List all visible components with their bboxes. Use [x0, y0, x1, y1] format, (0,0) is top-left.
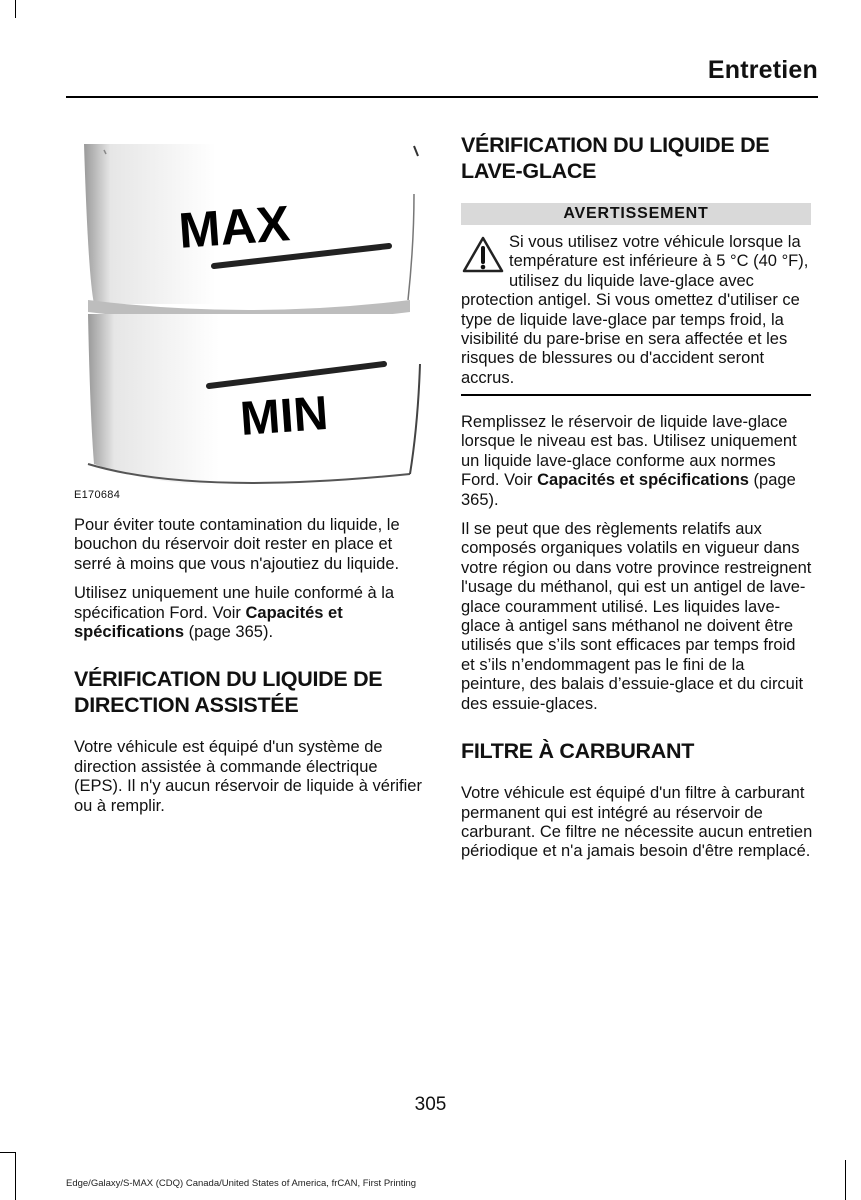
page-number: 305 — [414, 1094, 447, 1115]
right-column-body — [461, 413, 813, 872]
figure-code: E170684 — [74, 489, 121, 501]
warning-bottom-rule — [461, 394, 811, 396]
link-capacites-specifications[interactable]: Capacités et spécifications — [74, 603, 343, 642]
paragraph-methanol: Il se peut que des règlements relatifs aux composés organiques volatils en vigueur dans votre région ou dans votre province restreignent l'usage du méthanol, qui est un antigel de lave-glace couramment utilisé. Les liquides lave-glace à antigel sans méthanol ne doivent être utilisés que s’ils sont efficaces par temps froid et s’ils n’endommagent pas le fini de la peinture, des balais d’essuie-glace et du circuit des essuie-glaces. — [461, 520, 812, 713]
heading-power-steering: VÉRIFICATION DU LIQUIDE DE DIRECTION ASSISTÉE — [74, 667, 383, 718]
warning-body — [461, 225, 811, 396]
warning-title: AVERTISSEMENT — [461, 203, 811, 225]
header-divider — [66, 96, 818, 98]
reservoir-illustration — [74, 124, 426, 504]
max-label: MAX — [176, 195, 292, 259]
min-label: MIN — [238, 386, 330, 446]
left-column — [74, 516, 426, 826]
paragraph-eps: Votre véhicule est équipé d'un système de direction assistée à commande électrique (EPS). Il n'y aucun réservoir de liquide à vérifier ou à remplir. — [74, 738, 422, 815]
paragraph-contamination: Pour éviter toute contamination du liquide, le bouchon du réservoir doit rester en place et serré à moins que vous n'ajoutiez du liquide. — [74, 516, 400, 573]
page-title: Entretien — [707, 56, 818, 84]
crop-mark-bottom-left-h — [0, 1152, 16, 1153]
link-capacites-specifications-2[interactable]: Capacités et spécifications — [537, 471, 749, 490]
right-column-heading — [461, 132, 813, 184]
paragraph-fill-reservoir: Remplissez le réservoir de liquide lave-glace lorsque le niveau est bas. Utilisez uniquement un liquide lave-glace conforme aux normes Ford. Voir Capacités et spécifications (page 365). — [461, 413, 797, 509]
warning-text: Si vous utilisez votre véhicule lorsque la température est inférieure à 5 °C (40 °F), utilisez du liquide lave-glace avec protection antigel. Si vous omettez d'utiliser ce type de liquide lave-glace par temps froid, la visibilité du pare-brise en sera affectée et les risques de blessures ou d'accident seront accrus. — [461, 233, 809, 387]
crop-mark-top-left — [15, 0, 16, 18]
crop-mark-bottom-left — [15, 1152, 16, 1200]
heading-fuel-filter: FILTRE À CARBURANT — [461, 739, 695, 764]
warning-triangle-icon — [461, 235, 505, 275]
print-info: Edge/Galaxy/S-MAX (CDQ) Canada/United States of America, frCAN, First Printing — [66, 1178, 417, 1189]
crop-mark-bottom-right — [845, 1160, 846, 1200]
paragraph-oil: Utilisez uniquement une huile conformé à la spécification Ford. Voir Capacités et spécifications (page 365). — [74, 584, 395, 642]
paragraph-fuel-filter: Votre véhicule est équipé d'un filtre à carburant permanent qui est intégré au réservoir de carburant. Ce filtre ne nécessite aucun entretien périodique et n'a jamais besoin d'être remplacé. — [461, 784, 813, 861]
heading-washer-fluid: VÉRIFICATION DU LIQUIDE DE LAVE-GLACE — [461, 133, 770, 183]
warning-box — [461, 203, 811, 396]
